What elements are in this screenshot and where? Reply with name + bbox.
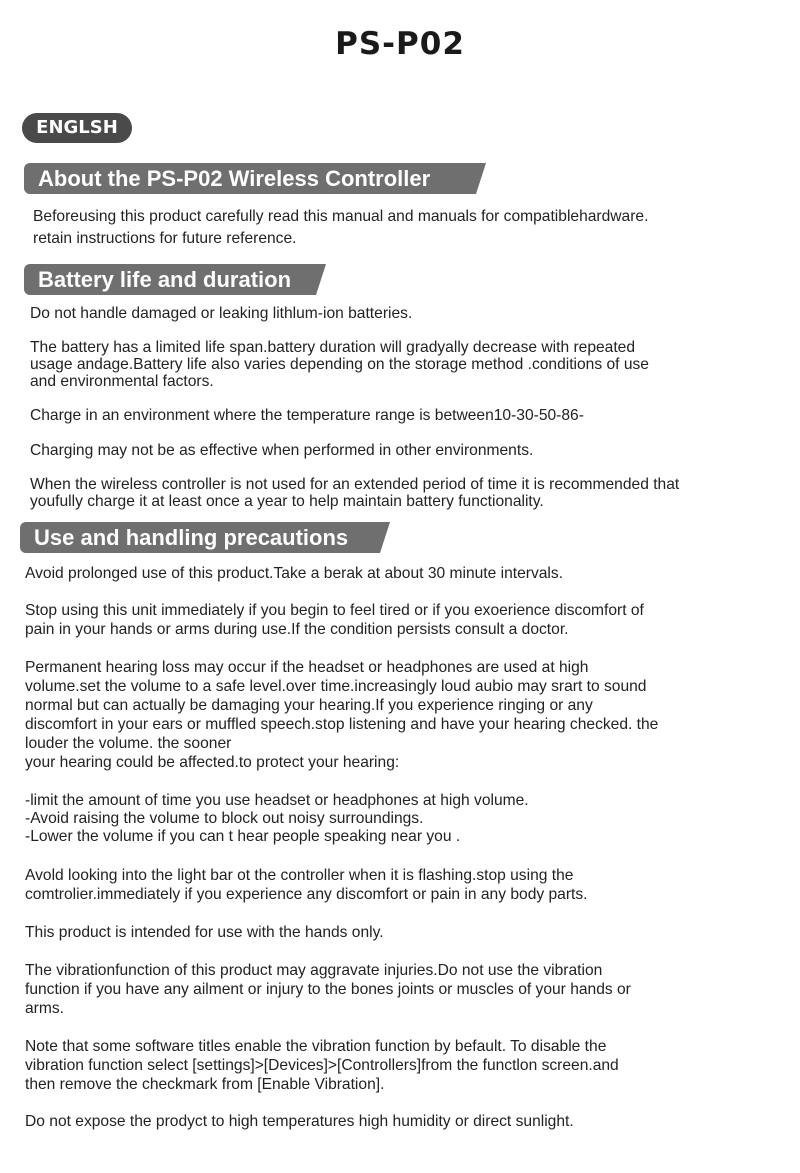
section-heading-precautions: Use and handling precautions: [20, 522, 380, 553]
battery-p5-line-2: youfully charge it at least once a year to help maintain battery functionality.: [30, 493, 544, 510]
section-heading-about: About the PS-P02 Wireless Controller: [24, 163, 476, 194]
section-heading-battery: Battery life and duration: [24, 264, 316, 295]
precautions-p3-line-5: louder the volume. the sooner: [25, 735, 232, 752]
about-line-2: retain instructions for future reference.: [33, 230, 297, 247]
language-badge: ENGLSH: [22, 113, 132, 143]
precautions-p3-line-1: Permanent hearing loss may occur if the headset or headphones are used at high: [25, 659, 589, 676]
battery-p1: Do not handle damaged or leaking lithlum-ion batteries.: [30, 305, 413, 322]
precautions-bullet-3: -Lower the volume if you can t hear people speaking near you .: [25, 828, 461, 845]
precautions-p1: Avoid prolonged use of this product.Take a berak at about 30 minute intervals.: [25, 565, 564, 582]
battery-p2-line-3: and environmental factors.: [30, 373, 214, 390]
precautions-p6-line-3: arms.: [25, 1000, 64, 1017]
precautions-bullet-1: -limit the amount of time you use headset or headphones at high volume.: [25, 792, 529, 809]
precautions-p7-line-3: then remove the checkmark from [Enable Vibration].: [25, 1076, 385, 1093]
precautions-p5: This product is intended for use with the hands only.: [25, 924, 384, 941]
precautions-p7-line-1: Note that some software titles enable the vibration function by befault. To disable the: [25, 1038, 607, 1055]
precautions-p8: Do not expose the prodyct to high temperatures high humidity or direct sunlight.: [25, 1113, 574, 1130]
precautions-p7-line-2: vibration function select [settings]>[Devices]>[Controllers]from the functlon screen.and: [25, 1057, 619, 1074]
precautions-p3-line-3: normal but can actually be damaging your hearing.If you experience ringing or any: [25, 697, 593, 714]
precautions-p2-line-1: Stop using this unit immediately if you begin to feel tired or if you exoerience discomfort of: [25, 602, 644, 619]
precautions-bullet-2: -Avoid raising the volume to block out noisy surroundings.: [25, 810, 424, 827]
precautions-p6-line-2: function if you have any ailment or injury to the bones joints or muscles of your hands or: [25, 981, 631, 998]
precautions-p3-line-2: volume.set the volume to a safe level.over time.increasingly loud aubio may srart to sound: [25, 678, 647, 695]
precautions-p6-line-1: The vibrationfunction of this product may aggravate injuries.Do not use the vibration: [25, 962, 603, 979]
battery-p2-line-2: usage andage.Battery life also varies depending on the storage method .conditions of use: [30, 356, 649, 373]
battery-p3: Charge in an environment where the temperature range is between10-30-50-86-: [30, 407, 584, 424]
about-line-1: Beforeusing this product carefully read this manual and manuals for compatiblehardware.: [33, 208, 649, 225]
precautions-p3-line-4: discomfort in your ears or muffled speech.stop listening and have your hearing checked. the: [25, 716, 659, 733]
battery-p4: Charging may not be as effective when performed in other environments.: [30, 442, 534, 459]
precautions-p3-line-6: your hearing could be affected.to protect your hearing:: [25, 754, 400, 771]
page-title: PS-P02: [335, 26, 465, 62]
precautions-p2-line-2: pain in your hands or arms during use.If the condition persists consult a doctor.: [25, 621, 569, 638]
precautions-p4-line-1: Avold looking into the light bar ot the controller when it is flashing.stop using the: [25, 867, 574, 884]
battery-p2-line-1: The battery has a limited life span.battery duration will gradyally decrease with repeated: [30, 339, 636, 356]
battery-p5-line-1: When the wireless controller is not used for an extended period of time it is recommended that: [30, 476, 680, 493]
precautions-p4-line-2: comtrolier.immediately if you experience any discomfort or pain in any body parts.: [25, 886, 588, 903]
